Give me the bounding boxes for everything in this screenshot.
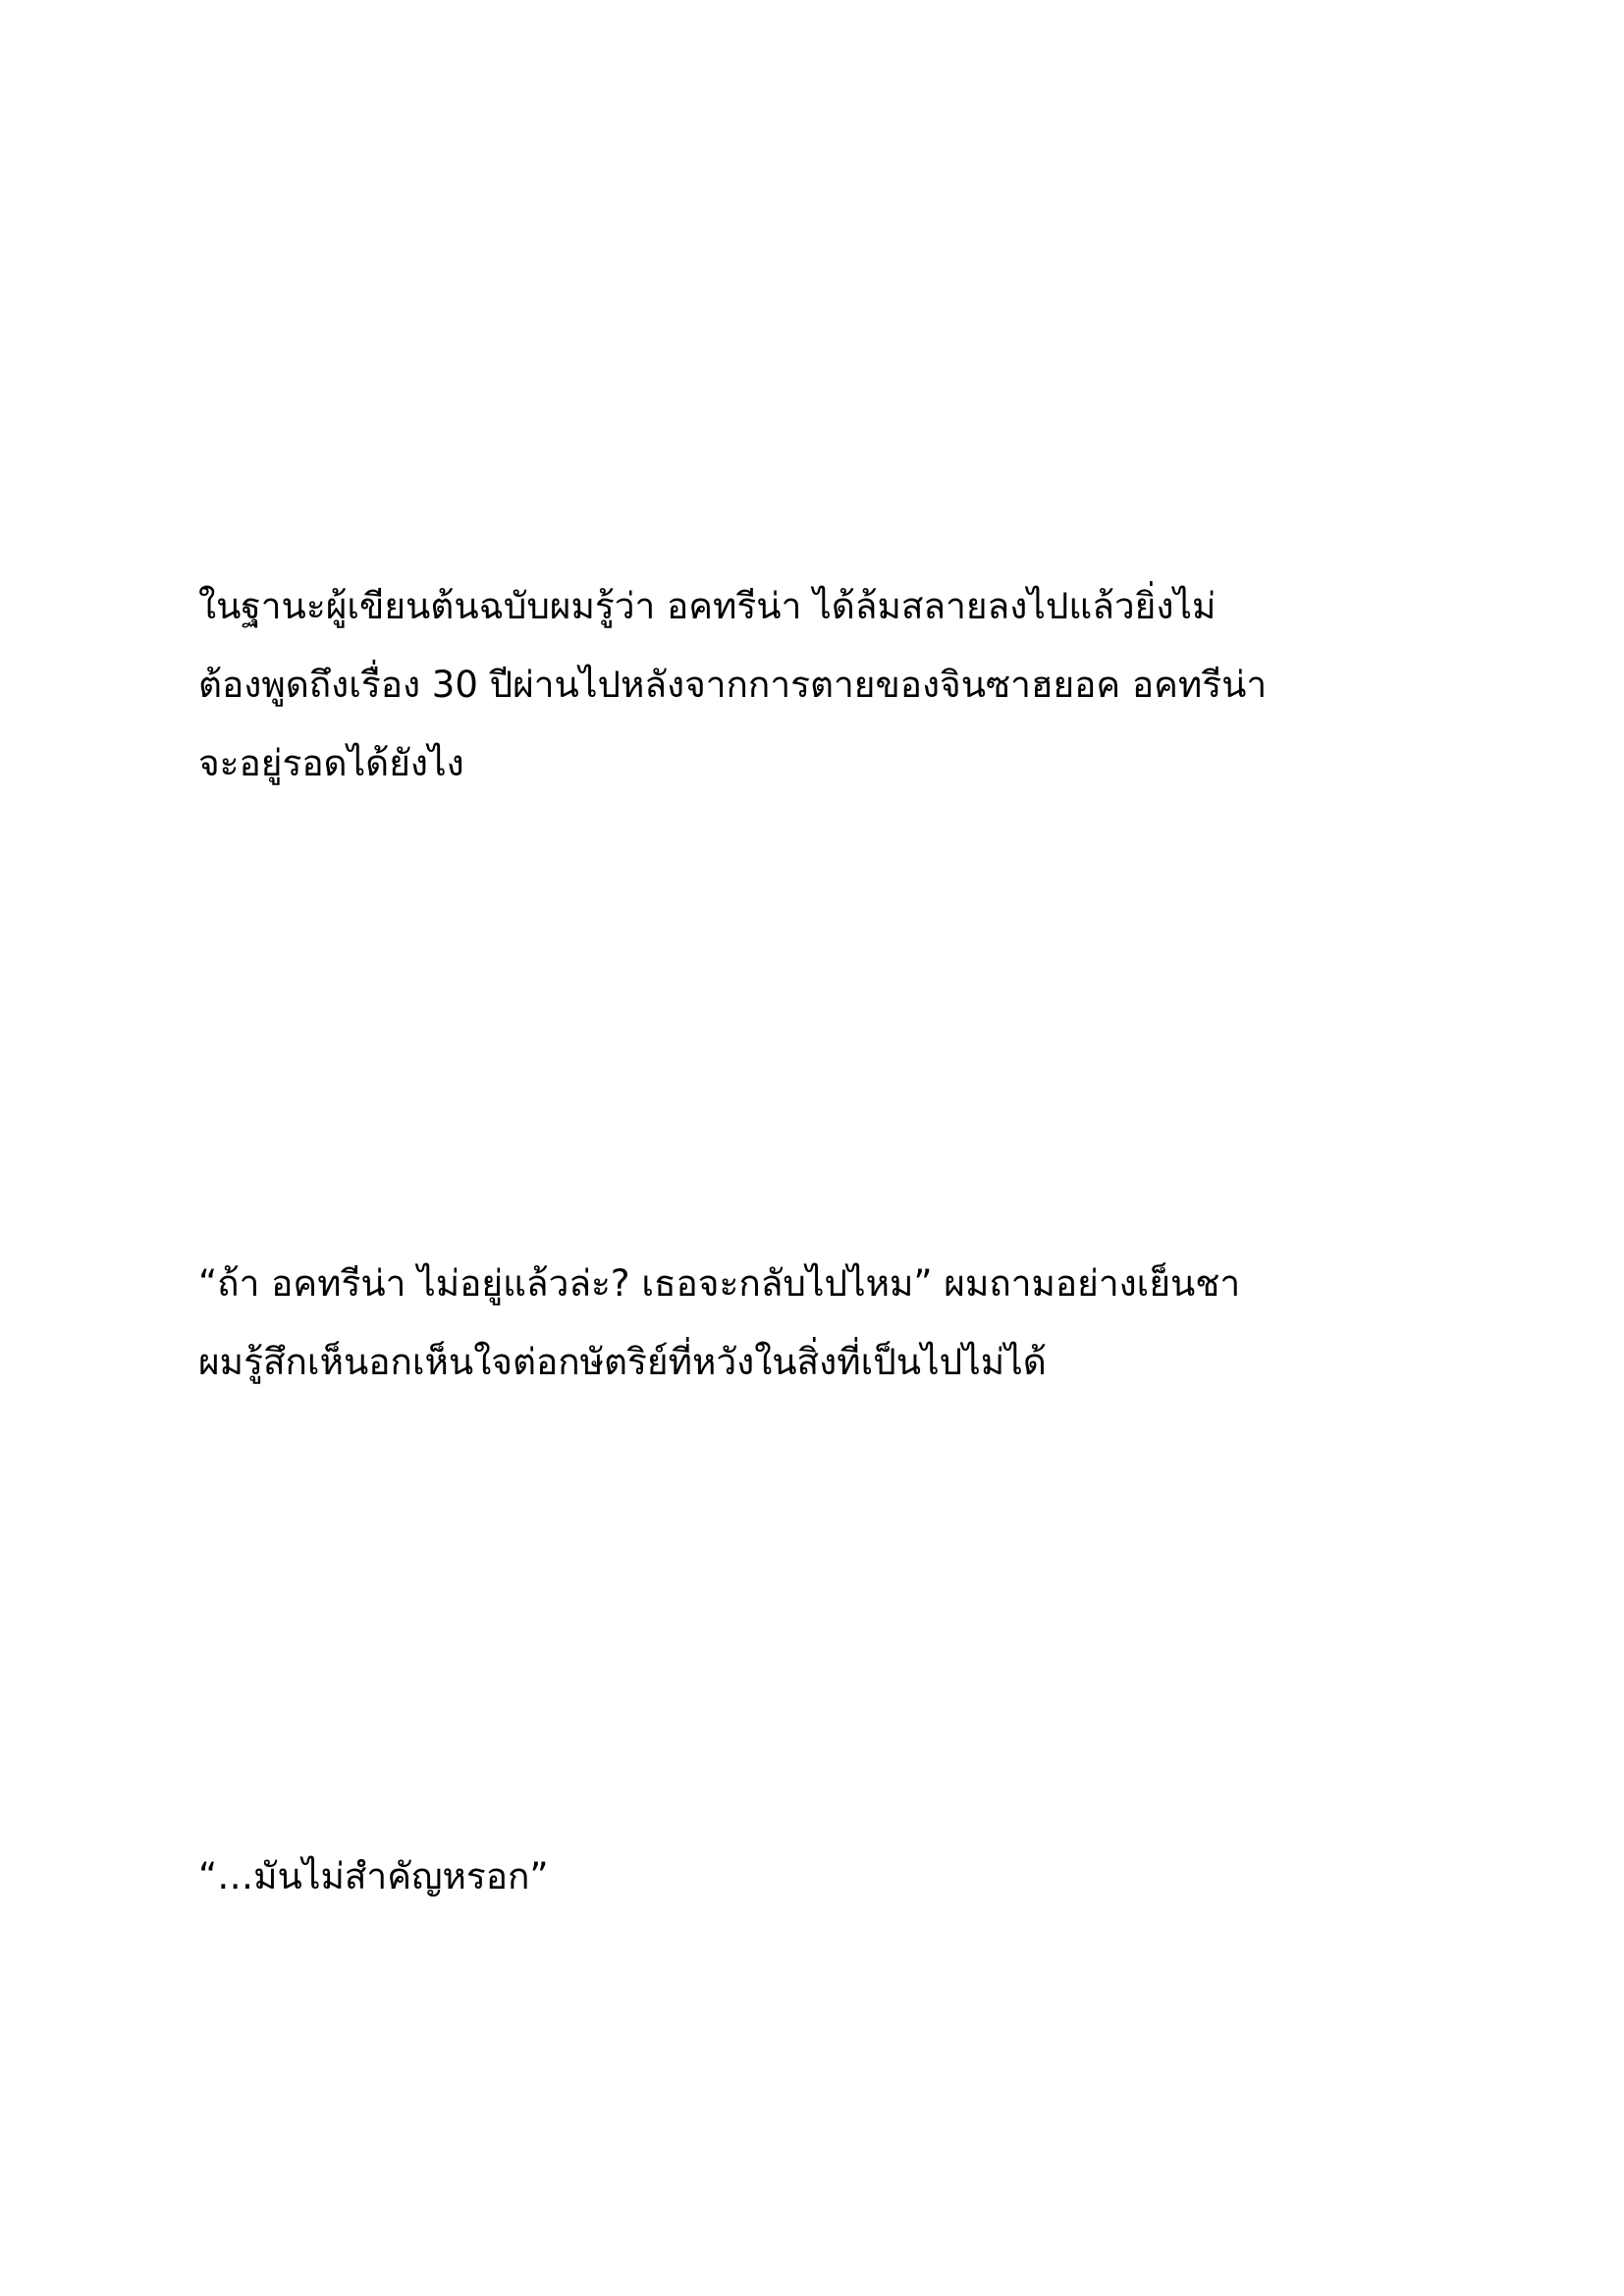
text-line: ผมรู้สึกเห็นอกเห็นใจต่อกษัตริย์ที่หวังในสิ่งที่เป็นไปไม่ได้ — [198, 1341, 1047, 1383]
paragraph-narration — [198, 567, 1475, 803]
text-line: ในฐานะผู้เขียนต้นฉบับผมรู้ว่า อคทรีน่า ได้ล้มสลายลงไปแล้วยิ่งไม่ — [198, 585, 1217, 627]
paragraph-dialogue — [198, 1245, 1475, 1402]
text-line: “…มันไม่สำคัญหรอก” — [198, 1855, 549, 1897]
text-line: ต้องพูดถึงเรื่อง 30 ปีผ่านไปหลังจากการตายของจินซาฮยอค อคทรีน่า — [198, 664, 1268, 706]
text-line: “ถ้า อคทรีน่า ไม่อยู่แล้วล่ะ? เธอจะกลับไปไหม” ผมถามอย่างเย็นชา — [198, 1262, 1241, 1305]
paragraph-reply — [198, 1838, 1475, 1916]
text-line: จะอยู่รอดได้ยังไง — [198, 742, 464, 784]
